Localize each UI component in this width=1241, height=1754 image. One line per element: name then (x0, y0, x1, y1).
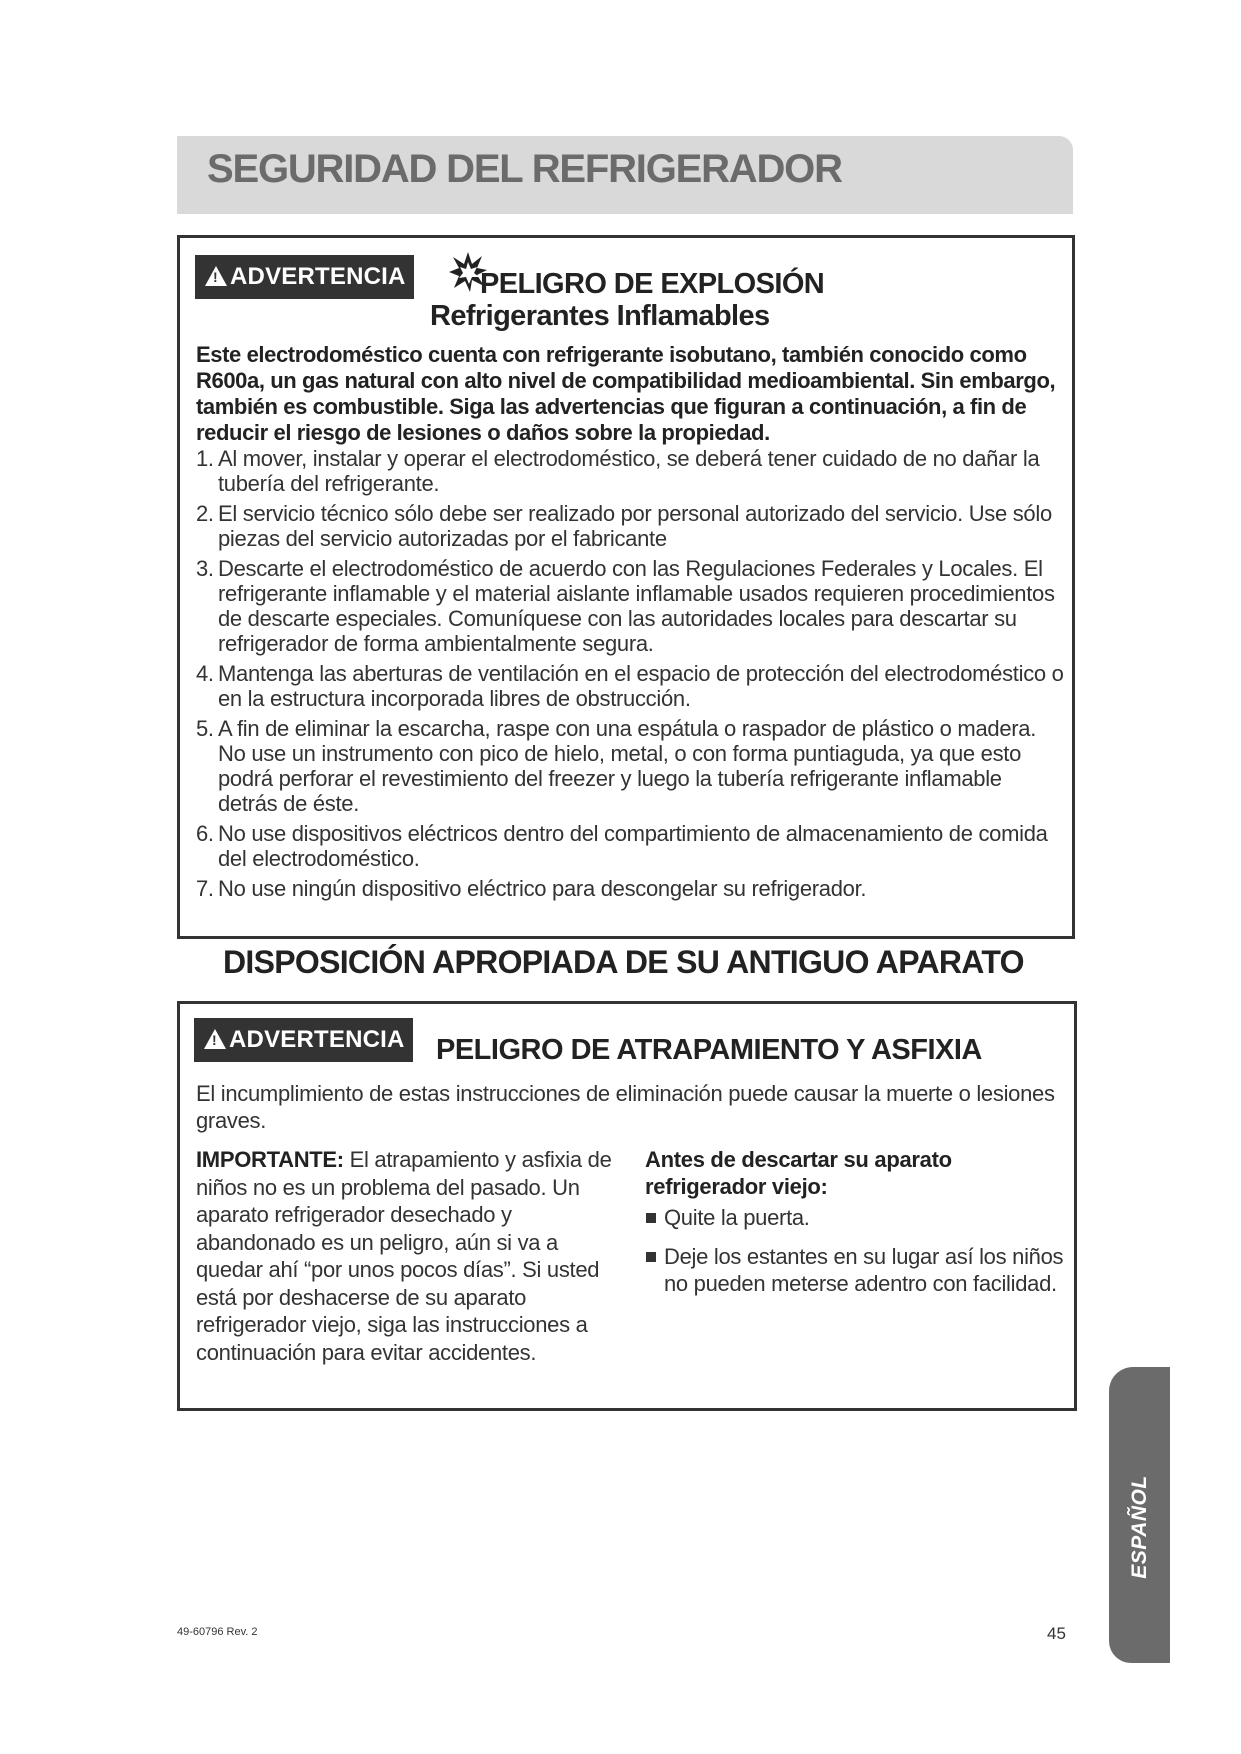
warning-triangle-icon (204, 1029, 226, 1049)
item-text: Mantenga las aberturas de ventilación en el espacio de protección del electrodoméstico o en la estructura incorporada libres de obstrucción. (218, 661, 1064, 711)
item-number: 4. (196, 661, 214, 686)
list-item (196, 501, 1066, 551)
warning-intro: El incumplimiento de estas instrucciones de eliminación puede causar la muerte o lesiones graves. (196, 1081, 1055, 1133)
list-item (645, 1243, 1065, 1298)
warning-badge-label: ADVERTENCIA (229, 1026, 405, 1053)
warning-triangle-icon (205, 266, 227, 286)
item-text: Quite la puerta. (664, 1205, 810, 1230)
warning-badge-label: ADVERTENCIA (230, 263, 406, 290)
page-number: 45 (1047, 1624, 1066, 1643)
item-text: El servicio técnico sólo debe ser realizado por personal autorizado del servicio. Use sólo piezas del servicio autorizadas por el fabricante (218, 501, 1052, 551)
warning-intro: Este electrodoméstico cuenta con refrigerante isobutano, también conocido como R600a, un gas natural con alto nivel de compatibilidad medioambiental. Sin embargo, también es combustible. Siga las advertencias que figuran a continuación, a fin de reducir el riesgo de lesiones o daños sobre la propiedad. (196, 342, 1056, 445)
item-number: 7. (196, 876, 214, 901)
list-item (196, 876, 1066, 901)
explosion-warning-box (177, 235, 1075, 939)
list-item (196, 716, 1066, 816)
warning-badge (194, 1018, 413, 1062)
language-tab (1109, 1367, 1170, 1663)
title-bar (177, 136, 1073, 214)
page-title: SEGURIDAD DEL REFRIGERADOR (207, 147, 842, 191)
square-bullet-icon (646, 1213, 656, 1223)
square-bullet-icon (646, 1252, 656, 1262)
list-item (196, 556, 1066, 656)
item-text: No use dispositivos eléctricos dentro del compartimiento de almacenamiento de comida del electrodoméstico. (218, 821, 1048, 871)
item-text: Descarte el electrodoméstico de acuerdo con las Regulaciones Federales y Locales. El refrigerante inflamable y el material aislante inflamable usados requieren procedimientos de descarte especiales. Comuníquese con las autoridades locales para descartar su refrigerador de forma ambientalmente segura. (218, 556, 1055, 656)
hazard-title: PELIGRO DE ATRAPAMIENTO Y ASFIXIA (436, 1034, 982, 1066)
item-text: A fin de eliminar la escarcha, raspe con una espátula o raspador de plástico o madera. No use un instrumento con pico de hielo, metal, o con forma puntiaguda, ya que esto podrá perforar el revestimiento del freezer y luego la tubería refrigerante inflamable detrás de éste. (218, 716, 1037, 816)
hazard-title: PELIGRO DE EXPLOSIÓN (480, 268, 825, 300)
item-number: 5. (196, 716, 214, 741)
important-label: IMPORTANTE: (196, 1147, 344, 1172)
item-number: 3. (196, 556, 214, 581)
list-item (645, 1204, 1065, 1232)
item-number: 1. (196, 446, 214, 471)
warning-badge (195, 255, 414, 299)
section-title: DISPOSICIÓN APROPIADA DE SU ANTIGUO APARATO (223, 944, 1024, 980)
list-item (196, 821, 1066, 871)
before-disposal-title: Antes de descartar su aparato refrigerador viejo: (645, 1147, 952, 1199)
language-tab-label: ESPAÑOL (1127, 1475, 1151, 1579)
before-disposal-block (645, 1146, 1065, 1309)
item-text: No use ningún dispositivo eléctrico para descongelar su refrigerador. (218, 876, 867, 901)
item-number: 6. (196, 821, 214, 846)
item-text: Deje los estantes en su lugar así los niños no pueden meterse adentro con facilidad. (664, 1243, 1064, 1296)
item-text: Al mover, instalar y operar el electrodoméstico, se deberá tener cuidado de no dañar la tubería del refrigerante. (218, 446, 1040, 496)
list-item (196, 446, 1066, 496)
document-code: 49-60796 Rev. 2 (177, 1626, 258, 1638)
important-paragraph (196, 1146, 616, 1366)
safety-instructions-list (196, 446, 1066, 906)
hazard-subtitle: Refrigerantes Inflamables (430, 300, 770, 332)
list-item (196, 661, 1066, 711)
item-number: 2. (196, 501, 214, 526)
disposal-steps-list (645, 1204, 1065, 1298)
important-text: El atrapamiento y asfixia de niños no es un problema del pasado. Un aparato refrigerador desechado y abandonado es un peligro, aún si va a quedar ahí “por unos pocos días”. Si usted está por deshacerse de su aparato refrigerador viejo, siga las instrucciones a continuación para evitar accidentes. (196, 1147, 612, 1365)
entrapment-warning-box (177, 1001, 1077, 1411)
